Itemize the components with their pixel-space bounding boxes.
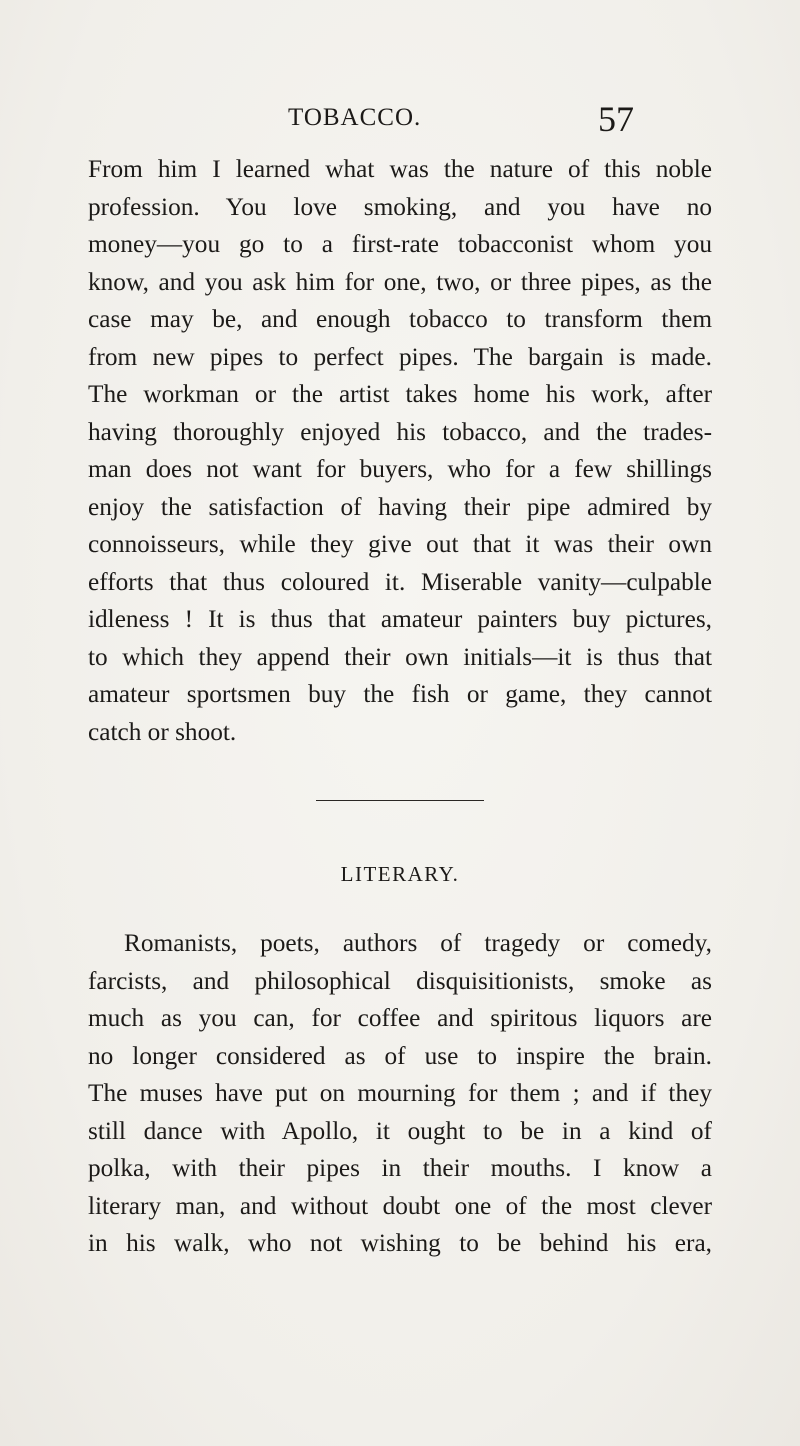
text-line: literary man, and without doubt one of the most clever [88,1191,712,1220]
text-line: catch or shoot. [88,717,237,746]
page-number: 57 [598,99,634,139]
text-line: still dance with Apollo, it ought to be in a kind of [88,1116,712,1145]
text-line: The muses have put on mourning for them ; and if they [88,1079,712,1107]
text-line: no longer considered as of use to inspire the brain. [88,1041,712,1070]
text-line: from new pipes to perfect pipes. The bargain is made. [88,342,712,371]
section-heading: LITERARY. [340,862,460,886]
text-line: The workman or the artist takes home his work, after [88,380,712,408]
running-header [0,98,800,138]
text-line: enjoy the satisfaction of having their pipe admired by [88,492,712,521]
text-line: money—you go to a first-rate tobacconist whom you [88,230,712,258]
text-line: connoisseurs, while they give out that it was their own [88,530,712,558]
text-line: profession. You love smoking, and you have no [88,192,712,221]
paragraph-literary [88,925,712,1263]
text-line: know, and you ask him for one, two, or three pipes, as the [88,267,712,296]
text-line: man does not want for buyers, who for a few shillings [88,455,712,483]
text-line: farcists, and philosophical disquisitionists, smoke as [88,966,712,995]
section-divider [316,800,484,801]
text-line: amateur sportsmen buy the fish or game, they cannot [88,680,712,708]
text-line: From him I learned what was the nature of this noble [88,155,712,183]
text-line: having thoroughly enjoyed his tobacco, and the trades- [88,417,712,446]
text-line: Romanists, poets, authors of tragedy or comedy, [124,929,712,957]
text-line: idleness ! It is thus that amateur painters buy pictures, [88,605,712,633]
text-line: to which they append their own initials—it is thus that [88,642,712,671]
text-line: in his walk, who not wishing to be behind his era, [88,1229,712,1257]
text-line: efforts that thus coloured it. Miserable vanity—culpable [88,567,712,596]
paragraph-pipes [88,151,712,751]
text-line: case may be, and enough tobacco to transform them [88,305,712,333]
running-title: TOBACCO. [288,104,422,131]
text-line: polka, with their pipes in their mouths. I know a [88,1154,712,1182]
text-line: much as you can, for coffee and spiritous liquors are [88,1004,712,1032]
